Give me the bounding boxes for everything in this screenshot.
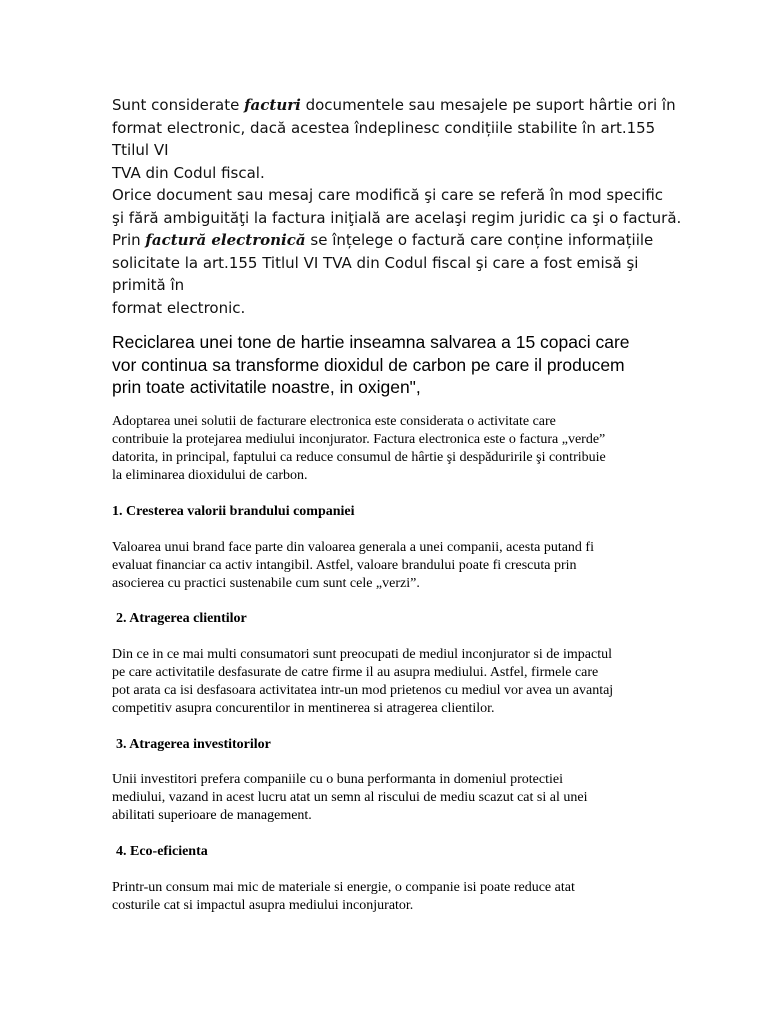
section-heading-investors: 3. Atragerea investitorilor	[116, 737, 271, 752]
intro-line: Orice document sau mesaj care modifică şi care se referă în mod specific	[112, 186, 664, 204]
section-heading-eco-efficiency: 4. Eco-eficienta	[116, 844, 208, 859]
paragraph-line: costurile cat si impactul asupra mediului inconjurator.	[112, 898, 414, 913]
paragraph-line: competitiv asupra concurentilor in mentinerea si atragerea clientilor.	[112, 701, 495, 716]
paragraph-line: Unii investitori prefera companiile cu o buna performanta in domeniul protectiei	[112, 772, 563, 787]
paragraph-line: Adoptarea unei solutii de facturare electronica este considerata o activitate care	[112, 414, 556, 429]
section-heading-clients: 2. Atragerea clientilor	[116, 611, 247, 626]
adoption-paragraph	[112, 413, 672, 485]
paragraph-line: evaluat financiar ca activ intangibil. Astfel, valoare brandului poate fi crescuta prin	[112, 558, 577, 573]
paragraph-line: Printr-un consum mai mic de materiale si energie, o companie isi poate reduce atat	[112, 880, 575, 895]
paragraph-line: asocierea cu practici sustenabile cum sunt cele „verzi”.	[112, 576, 420, 591]
intro-line: format electronic, dacă acestea îndeplinesc condițiile stabilite în art.155	[112, 118, 656, 137]
intro-line: TVA din Codul fiscal.	[112, 163, 265, 182]
paragraph-line: pe care activitatile desfasurate de catre firme il au asupra mediului. Astfel, firmele care	[112, 665, 599, 680]
section-paragraph-investors	[112, 771, 672, 825]
quote-line: vor continua sa transforme dioxidul de carbon pe care il producem	[112, 354, 625, 375]
emphasis-factura-electronica: factură electronică	[145, 231, 306, 249]
section-paragraph-eco-efficiency	[112, 879, 672, 915]
paragraph-line: Din ce in ce mai multi consumatori sunt preocupati de mediul inconjurator si de impactul	[112, 647, 612, 662]
paragraph-line: contribuie la protejarea mediului inconjurator. Factura electronica este o factura „verde”	[112, 432, 606, 447]
paragraph-line: pot arata ca isi desfasoara activitatea intr-un mod prietenos cu mediul vor avea un avantaj	[112, 683, 614, 698]
paragraph-line: abilitati superioare de management.	[112, 808, 312, 823]
paragraph-line: la eliminarea dioxidului de carbon.	[112, 468, 308, 483]
emphasis-facturi: facturi	[244, 96, 301, 114]
intro-line: şi fără ambiguităţi la factura iniţială are acelaşi regim juridic ca şi o factură.	[112, 208, 682, 227]
intro-line: Ttilul VI	[112, 141, 169, 159]
intro-text: Sunt considerate	[112, 96, 245, 114]
paragraph-line: datorita, in principal, faptului ca reduce consumul de hârtie şi despăduririle şi contribuie	[112, 450, 606, 465]
section-heading-brand: 1. Cresterea valorii brandului companiei	[112, 504, 355, 519]
quote-line: prin toate activitatile noastre, in oxigen",	[112, 377, 421, 397]
intro-paragraph	[112, 94, 682, 319]
intro-line: solicitate la art.155 Titlul VI TVA din Codul fiscal şi care a fost emisă şi	[112, 253, 639, 272]
intro-text: documentele sau mesajele pe suport hârtie ori în	[300, 96, 676, 114]
intro-text: se înțelege o factură care conține informațiile	[305, 231, 654, 249]
paragraph-line: Valoarea unui brand face parte din valoarea generala a unei companii, acesta putand fi	[112, 540, 594, 555]
quote-line: Reciclarea unei tone de hartie inseamna salvarea a 15 copaci care	[112, 332, 630, 352]
intro-line: primită în	[112, 276, 185, 294]
recycling-quote	[112, 331, 672, 399]
paragraph-line: mediului, vazand in acest lucru atat un semn al riscului de mediu scazut cat si al unei	[112, 790, 588, 805]
intro-line	[112, 94, 676, 117]
intro-line: format electronic.	[112, 298, 246, 317]
section-paragraph-clients	[112, 646, 672, 718]
section-paragraph-brand	[112, 539, 672, 593]
intro-line	[112, 229, 652, 252]
intro-text: Prin	[112, 231, 146, 249]
